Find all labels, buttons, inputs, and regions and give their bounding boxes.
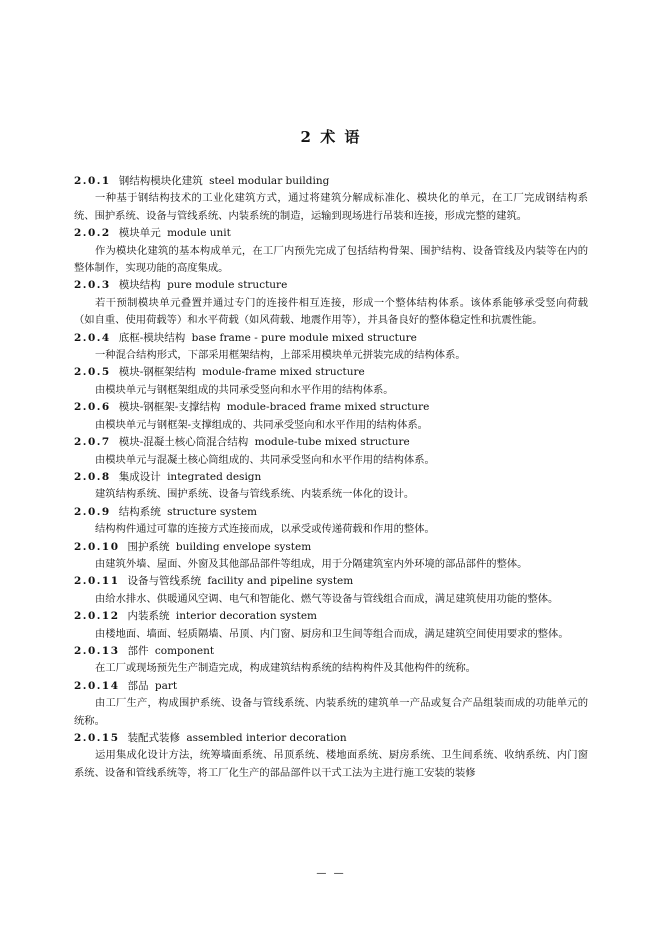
term-number: 2.0.10	[74, 540, 120, 553]
term-english: module-tube mixed structure	[254, 436, 410, 449]
term-english: interior decoration system	[175, 610, 318, 623]
term-number: 2.0.13	[74, 644, 120, 657]
term-item	[74, 434, 588, 469]
term-item	[74, 608, 588, 643]
term-definition: 由模块单元与混凝土核心筒组成的、共同承受竖向和水平作用的结构体系。	[95, 453, 435, 466]
term-number: 2.0.6	[74, 401, 111, 414]
term-number: 2.0.5	[74, 366, 111, 379]
term-definition: 由模块单元与钢框架组成的共同承受竖向和水平作用的结构体系。	[95, 383, 394, 396]
term-definition: 一种基于钢结构技术的工业化建筑方式，通过将建筑分解成标准化、模块化的单元，在工厂完成钢结构系统、围护系统、设备与管线系统、内装系统的制造，运输到现场进行吊装和连接，形成完整的建筑。	[74, 192, 588, 222]
term-english: facility and pipeline system	[207, 575, 354, 588]
term-definition: 由给水排水、供暖通风空调、电气和智能化、燃气等设备与管线组合而成，满足建筑使用功能的整体。	[95, 592, 559, 605]
term-definition: 若干预制模块单元叠置并通过专门的连接件相互连接，形成一个整体结构体系。该体系能够承受竖向荷载（如自重、使用荷载等）和水平荷载（如风荷载、地震作用等），并具备良好的整体稳定性和抗震性能。	[74, 296, 588, 327]
term-definition: 作为模块化建筑的基本构成单元，在工厂内预先完成了包括结构骨架、围护结构、设备管线及内装等在内的整体制作，实现功能的高度集成。	[74, 244, 588, 275]
term-english: steel modular building	[209, 175, 330, 187]
term-chinese: 围护系统	[127, 540, 170, 553]
chapter-title: 2 术 语	[300, 128, 362, 146]
term-english: assembled interior decoration	[186, 732, 347, 744]
term-heading	[74, 173, 588, 190]
term-heading	[74, 330, 588, 347]
term-chinese: 模块单元	[118, 227, 161, 240]
term-number: 2.0.4	[74, 331, 111, 344]
term-heading	[74, 469, 588, 486]
term-heading	[74, 399, 588, 416]
term-definition: 由建筑外墙、屋面、外窗及其他部品部件等组成，用于分隔建筑室内外环境的部品部件的整体。	[95, 557, 528, 570]
term-heading	[74, 277, 588, 294]
term-number: 2.0.9	[74, 505, 111, 518]
term-chinese: 内装系统	[127, 610, 170, 623]
term-number: 2.0.15	[74, 732, 120, 744]
term-english: component	[154, 644, 215, 657]
term-chinese: 底框-模块结构	[118, 331, 186, 344]
term-chinese: 部品	[127, 679, 149, 692]
term-definition: 在工厂或现场预先生产制造完成，构成建筑结构系统的结构构件及其他构件的统称。	[95, 662, 476, 675]
term-item	[74, 643, 588, 678]
term-item	[74, 539, 588, 574]
term-chinese: 设备与管线系统	[127, 575, 202, 588]
term-english: structure system	[167, 505, 257, 518]
term-chinese: 模块-钢框架结构	[118, 366, 196, 379]
term-heading	[74, 643, 588, 660]
term-heading	[74, 608, 588, 625]
term-heading	[74, 730, 588, 747]
term-item	[74, 504, 588, 539]
term-item	[74, 573, 588, 608]
term-number: 2.0.8	[74, 470, 111, 483]
term-english: module-frame mixed structure	[202, 366, 365, 379]
term-chinese: 模块结构	[118, 279, 161, 292]
term-chinese: 结构系统	[118, 505, 161, 518]
term-heading	[74, 539, 588, 556]
term-number: 2.0.2	[74, 227, 111, 240]
term-heading	[74, 504, 588, 521]
term-number: 2.0.12	[74, 610, 120, 623]
term-number: 2.0.14	[74, 679, 120, 692]
term-heading	[74, 573, 588, 590]
term-english: module unit	[167, 227, 231, 240]
term-english: part	[154, 679, 178, 692]
term-heading	[74, 678, 588, 695]
term-definition: 结构构件通过可靠的连接方式连接而成，以承受或传递荷载和作用的整体。	[95, 523, 435, 536]
term-number: 2.0.1	[74, 175, 111, 187]
term-definition: 一种混合结构形式，下部采用框架结构，上部采用模块单元拼装完成的结构体系。	[95, 349, 466, 362]
term-heading	[74, 225, 588, 242]
term-chinese: 模块-混凝土核心筒混合结构	[118, 436, 249, 449]
term-item	[74, 277, 588, 329]
term-number: 2.0.11	[74, 575, 120, 588]
term-definition: 运用集成化设计方法，统筹墙面系统、吊顶系统、楼地面系统、厨房系统、卫生间系统、收纳系统、内门窗系统、设备和管线系统等，将工厂化生产的部品部件以干式工法为主进行施工安装的装修	[74, 749, 588, 779]
terms-list	[74, 173, 588, 782]
term-heading	[74, 364, 588, 381]
term-chinese: 部件	[127, 644, 149, 657]
term-item	[74, 364, 588, 399]
term-number: 2.0.3	[74, 279, 111, 292]
term-english: module-braced frame mixed structure	[226, 401, 430, 414]
term-item	[74, 469, 588, 504]
term-english: building envelope system	[175, 540, 312, 553]
term-chinese: 装配式装修	[127, 732, 181, 744]
term-number: 2.0.7	[74, 436, 111, 449]
term-definition: 由模块单元与钢框架-支撑组成的、共同承受竖向和水平作用的结构体系。	[95, 418, 428, 431]
term-english: pure module structure	[167, 279, 288, 292]
page-number: — —	[316, 868, 346, 879]
term-item	[74, 225, 588, 277]
term-item	[74, 173, 588, 225]
term-chinese: 集成设计	[118, 470, 161, 483]
term-definition: 建筑结构系统、围护系统、设备与管线系统、内装系统一体化的设计。	[95, 488, 415, 501]
term-heading	[74, 434, 588, 451]
term-english: integrated design	[167, 470, 262, 483]
term-definition: 由工厂生产，构成围护系统、设备与管线系统、内装系统的建筑单一产品或复合产品组装而成的功能单元的统称。	[74, 697, 588, 727]
term-definition: 由楼地面、墙面、轻质隔墙、吊顶、内门窗、厨房和卫生间等组合而成，满足建筑空间使用要求的整体。	[95, 627, 569, 640]
term-item	[74, 330, 588, 365]
term-item	[74, 730, 588, 782]
term-chinese: 钢结构模块化建筑	[118, 175, 203, 187]
term-item	[74, 399, 588, 434]
term-chinese: 模块-钢框架-支撑结构	[118, 401, 221, 414]
term-item	[74, 678, 588, 730]
term-english: base frame - pure module mixed structure	[191, 331, 417, 344]
